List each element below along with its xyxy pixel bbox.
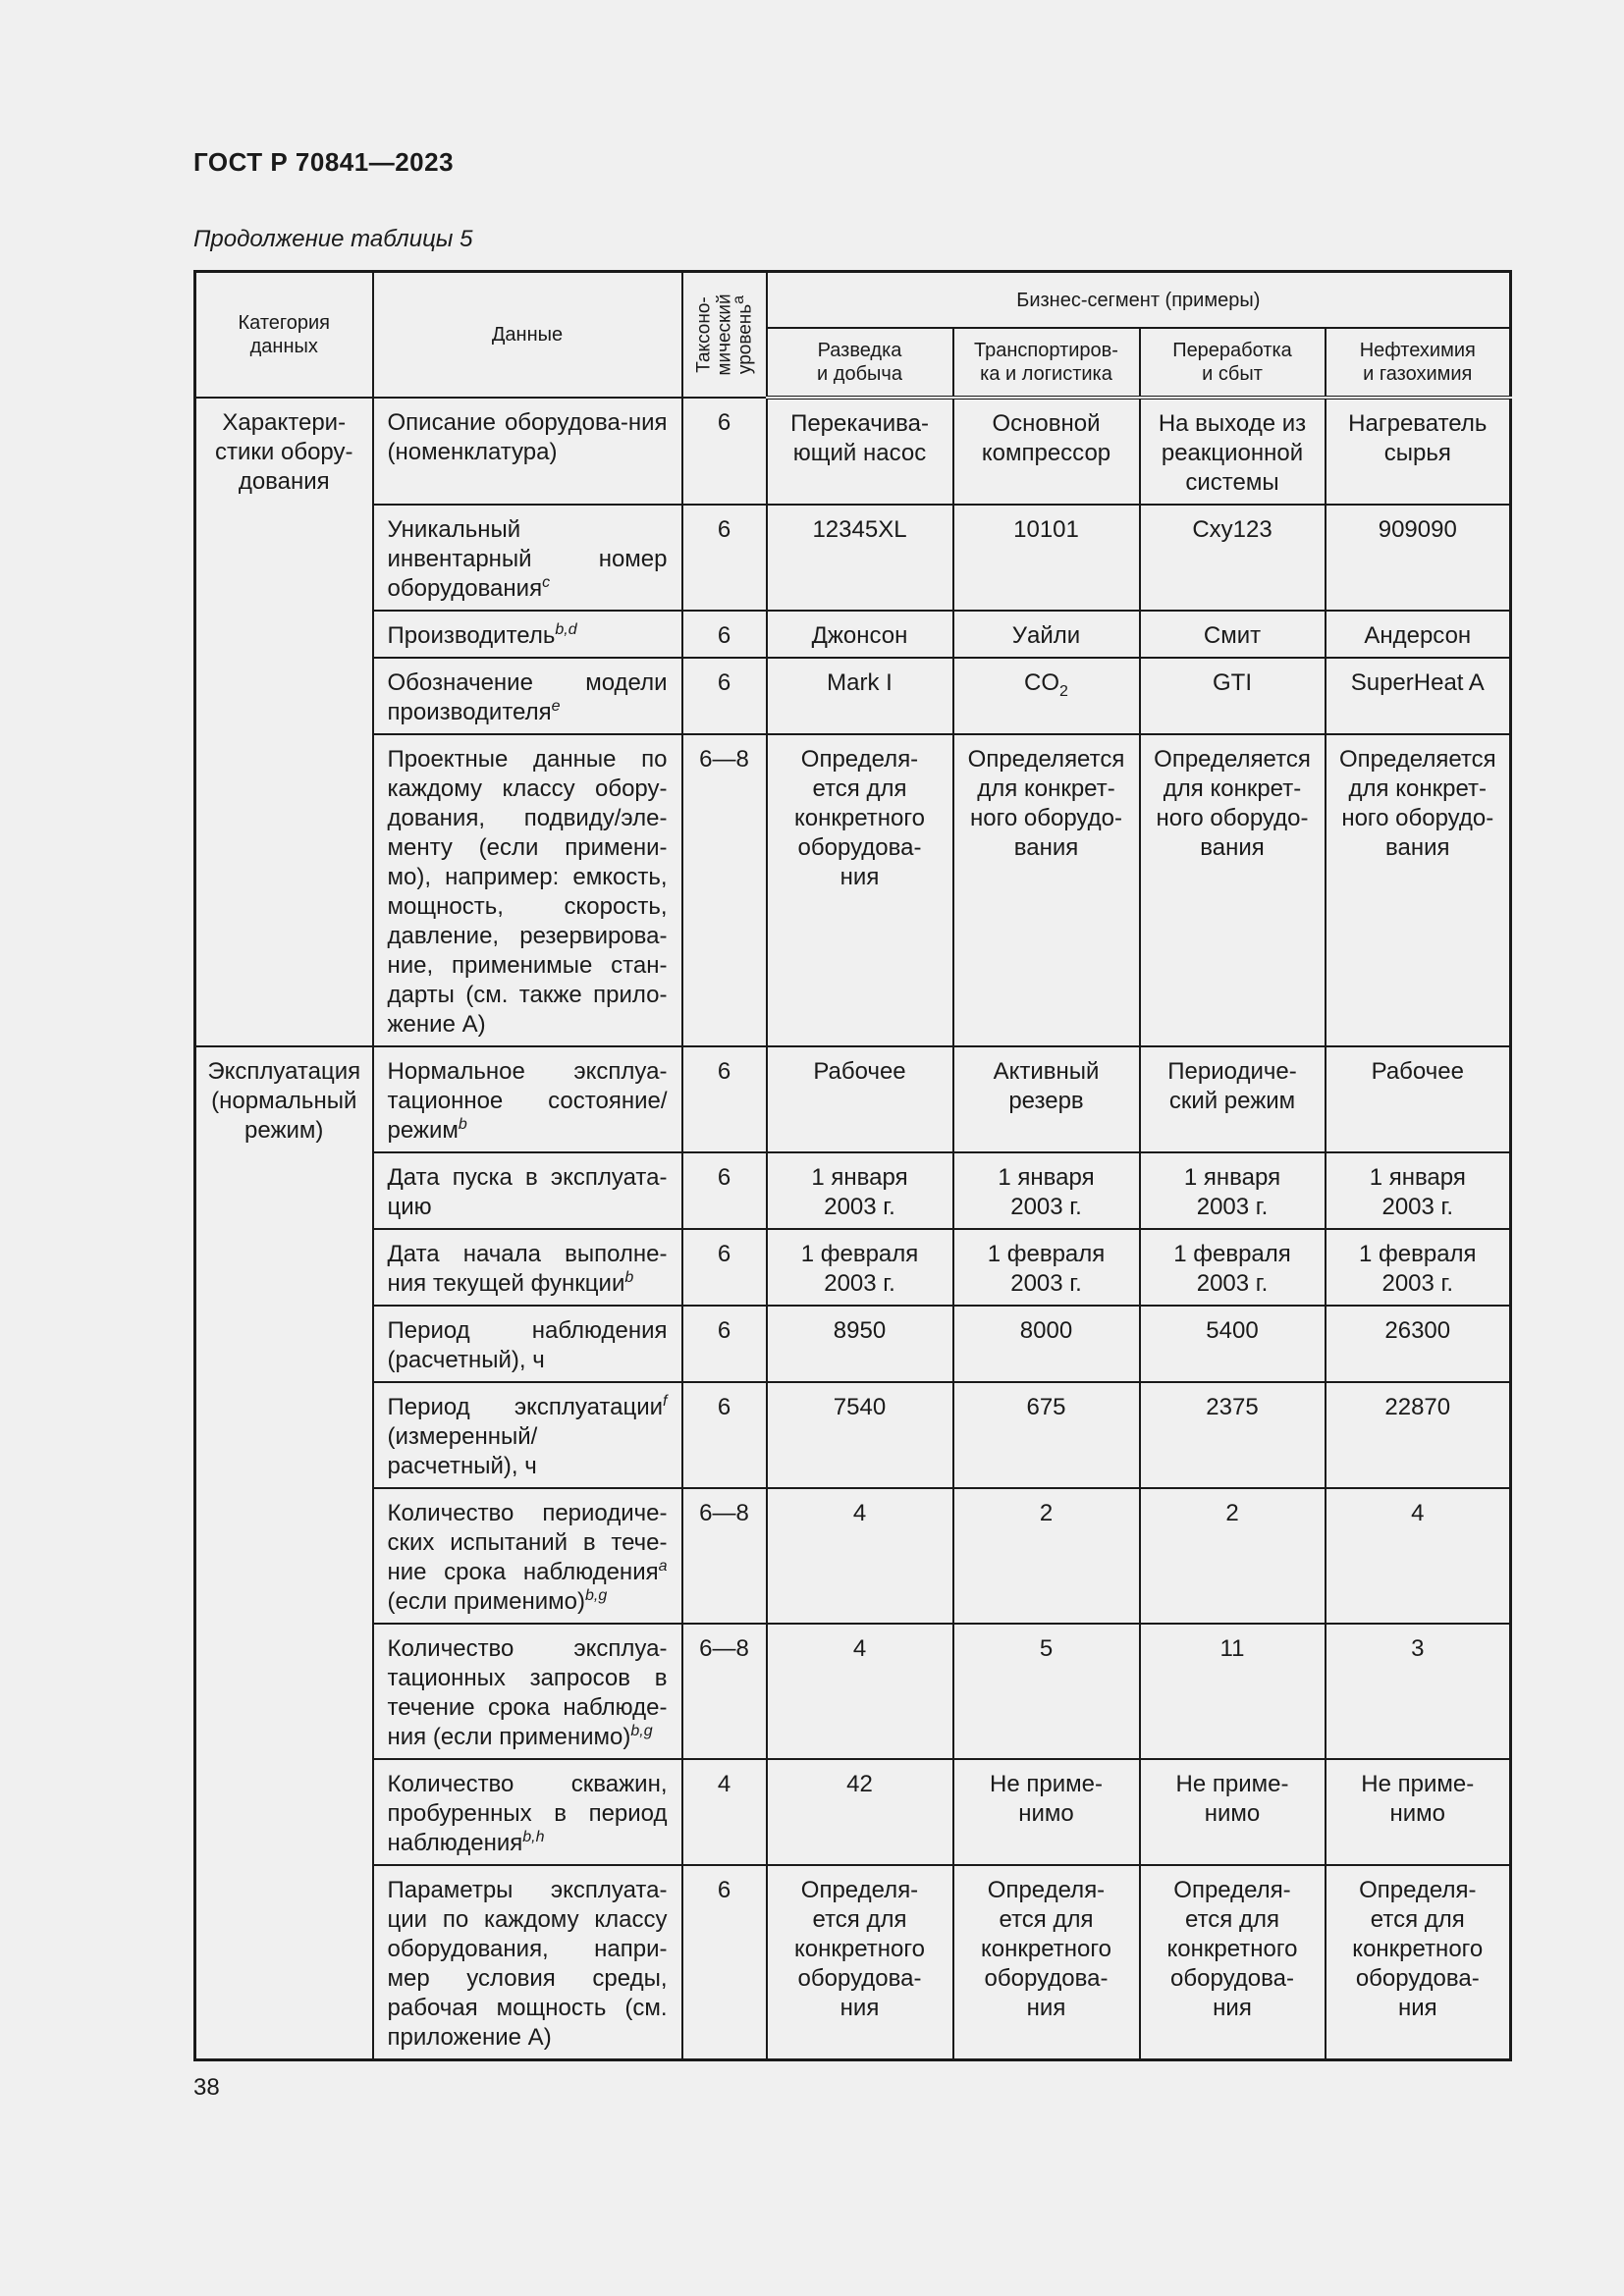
footnote-marker: e — [551, 698, 561, 715]
segment-value-text: Нагреватель сырья — [1348, 410, 1488, 466]
segment-value-text: Определя- ется для конкретного оборудова- ния — [1352, 1877, 1484, 2021]
segment-value-cell — [953, 398, 1140, 505]
segment-value-cell — [1326, 734, 1511, 1046]
segment-value-cell — [1140, 1759, 1326, 1865]
segment-value-cell — [953, 1382, 1140, 1488]
header-business-segment: Бизнес-сегмент (примеры) — [767, 272, 1511, 329]
segment-value-cell — [767, 1229, 953, 1306]
segment-value-cell — [767, 611, 953, 658]
segment-value-cell — [1326, 1229, 1511, 1306]
segment-value-cell — [953, 611, 1140, 658]
segment-value-cell — [953, 1046, 1140, 1152]
table-row — [195, 1152, 1511, 1229]
segment-value-text: Mark I — [827, 669, 893, 696]
data-description-cell — [373, 658, 682, 734]
table-row — [195, 1229, 1511, 1306]
segment-value-text: Рабочее — [1371, 1058, 1464, 1085]
data-description-cell — [373, 1382, 682, 1488]
segment-value-text: На выходе из реакционной системы — [1158, 410, 1307, 496]
table-row — [195, 1382, 1511, 1488]
footnote-marker: b — [624, 1269, 634, 1286]
segment-value-cell — [953, 1229, 1140, 1306]
segment-value-text: Андерсон — [1364, 622, 1472, 649]
data-description-cell — [373, 1152, 682, 1229]
footnote-marker: b,g — [630, 1723, 653, 1739]
data-description-text: Уникальный инвентарный номер оборудования — [387, 516, 668, 602]
header-data: Данные — [373, 272, 682, 399]
category-cell: Эксплуатация (нормальный режим) — [195, 1046, 373, 2060]
segment-value-cell — [953, 1488, 1140, 1624]
segment-value-cell — [1326, 1152, 1511, 1229]
taxonomic-level-cell: 6—8 — [682, 734, 767, 1046]
header-segment-1: Транспортиров- ка и логистика — [953, 328, 1140, 398]
segment-value-text: Активный резерв — [993, 1058, 1100, 1114]
taxonomic-level-cell: 6 — [682, 1382, 767, 1488]
segment-value-cell — [1140, 1488, 1326, 1624]
header-taxonomic-level-label: Таксоно- мический уровень — [693, 294, 755, 376]
segment-value-cell — [1326, 398, 1511, 505]
segment-value-text: Основной компрессор — [981, 410, 1111, 466]
segment-value-text: 3 — [1411, 1635, 1425, 1662]
segment-value-text: 22870 — [1384, 1394, 1451, 1420]
header-segment-2: Переработка и сбыт — [1140, 328, 1326, 398]
segment-value-cell — [1326, 505, 1511, 611]
header-taxonomic-level — [682, 272, 767, 399]
segment-value-cell — [1140, 1306, 1326, 1382]
segment-value-text: GTI — [1213, 669, 1252, 696]
category-cell: Характери- стики обору- дования — [195, 398, 373, 1046]
segment-value-text: 5400 — [1206, 1317, 1259, 1344]
segment-value-text: Джонсон — [811, 622, 908, 649]
segment-value-cell — [1326, 611, 1511, 658]
data-description-cell — [373, 1488, 682, 1624]
segment-value-cell — [767, 1759, 953, 1865]
segment-value-text: 1 января 2003 г. — [998, 1164, 1095, 1220]
segment-value-text: 909090 — [1378, 516, 1457, 543]
footnote-marker: f — [663, 1393, 668, 1410]
segment-value-cell — [1140, 734, 1326, 1046]
taxonomic-level-cell: 6 — [682, 1229, 767, 1306]
segment-value-cell — [1140, 611, 1326, 658]
segment-value-text: 1 февраля 2003 г. — [1173, 1241, 1291, 1297]
table-row — [195, 611, 1511, 658]
data-description-text: Дата начала выполне-ния текущей функции — [387, 1241, 668, 1297]
segment-value-text: Не приме- нимо — [990, 1771, 1103, 1827]
segment-value-cell — [767, 1152, 953, 1229]
segment-value-text: 4 — [852, 1500, 867, 1526]
segment-value-text: 2 — [1039, 1500, 1054, 1526]
footnote-marker: b — [458, 1116, 467, 1133]
segment-value-cell — [767, 734, 953, 1046]
table-row — [195, 734, 1511, 1046]
segment-value-text: Определяется для конкрет- ного оборудо- вания — [1154, 746, 1311, 861]
data-description-text: Количество периодиче-ских испытаний в тече-ние срока наблюдения — [387, 1500, 668, 1585]
segment-value-cell — [767, 1306, 953, 1382]
taxonomic-level-cell: 6—8 — [682, 1624, 767, 1759]
segment-value-cell — [1326, 1759, 1511, 1865]
segment-value-text: Cxy123 — [1192, 516, 1272, 543]
header-segment-3: Нефтехимия и газохимия — [1326, 328, 1511, 398]
taxonomic-level-cell: 6 — [682, 1152, 767, 1229]
segment-value-text: 11 — [1219, 1635, 1245, 1662]
data-description-cell — [373, 734, 682, 1046]
segment-value-text: 675 — [1026, 1394, 1066, 1420]
segment-value-text: 42 — [846, 1771, 873, 1797]
segment-value-text: Рабочее — [813, 1058, 906, 1085]
taxonomic-level-cell: 6 — [682, 398, 767, 505]
segment-value-cell — [953, 1306, 1140, 1382]
segment-value-cell — [953, 1624, 1140, 1759]
data-description-cell — [373, 398, 682, 505]
data-description-tail: (если применимо) — [387, 1588, 586, 1615]
subscript: 2 — [1059, 682, 1068, 700]
segment-value-cell — [1326, 1624, 1511, 1759]
segment-value-cell — [767, 505, 953, 611]
segment-value-cell — [1326, 1382, 1511, 1488]
segment-value-text: 2375 — [1206, 1394, 1259, 1420]
segment-value-text: 8950 — [833, 1317, 887, 1344]
segment-value-text: 2 — [1225, 1500, 1239, 1526]
page-number: 38 — [193, 2074, 220, 2101]
segment-value-cell — [1326, 1306, 1511, 1382]
segment-value-text: Определяется для конкрет- ного оборудо- вания — [1338, 746, 1496, 861]
table-row — [195, 398, 1511, 505]
table-row — [195, 505, 1511, 611]
data-description-text: Проектные данные по каждому классу обору-дования, подвиду/эле-менту (если примени-мо), например: емкость, мощность, скорость, давление, резервирова-ние, применимые стан-дарты (см. также прило-жение А) — [387, 746, 668, 1038]
segment-value-cell — [767, 1382, 953, 1488]
table-row — [195, 1759, 1511, 1865]
segment-value-text: Определя- ется для конкретного оборудова- ния — [794, 1877, 925, 2021]
segment-value-text: 4 — [852, 1635, 867, 1662]
segment-value-text: 10101 — [1013, 516, 1079, 543]
segment-value-cell — [1140, 1382, 1326, 1488]
segment-value-cell — [767, 658, 953, 734]
segment-value-cell — [767, 1865, 953, 2060]
segment-value-cell — [767, 1488, 953, 1624]
segment-value-cell — [953, 1152, 1140, 1229]
segment-value-text: 4 — [1411, 1500, 1425, 1526]
data-description-text: Период наблюдения (расчетный), ч — [387, 1317, 668, 1373]
segment-value-cell — [1140, 1865, 1326, 2060]
segment-value-cell — [1140, 658, 1326, 734]
segment-value-text: Не приме- нимо — [1175, 1771, 1289, 1827]
data-description-tail: (измеренный/расчетный), ч — [387, 1423, 538, 1479]
segment-value-text: 1 января 2003 г. — [1183, 1164, 1281, 1220]
footnote-marker: a — [658, 1558, 668, 1575]
table-row — [195, 1488, 1511, 1624]
data-description-cell — [373, 611, 682, 658]
segment-value-cell — [953, 1759, 1140, 1865]
equipment-data-table — [193, 270, 1512, 2061]
data-description-text: Производитель — [387, 622, 556, 649]
segment-value-cell — [767, 1046, 953, 1152]
taxonomic-level-cell: 6 — [682, 1865, 767, 2060]
segment-value-cell — [1140, 398, 1326, 505]
segment-value-text: 8000 — [1019, 1317, 1073, 1344]
table-row — [195, 1624, 1511, 1759]
data-description-text: Обозначение модели производителя — [387, 669, 668, 725]
footnote-marker: b,d — [555, 621, 577, 638]
segment-value-cell — [953, 658, 1140, 734]
segment-value-text: Смит — [1203, 622, 1262, 649]
table-row — [195, 658, 1511, 734]
segment-value-text: Определяется для конкрет- ного оборудо- вания — [967, 746, 1125, 861]
data-description-text: Параметры эксплуата-ции по каждому классу оборудования, напри-мер условия среды, рабочая мощность (см. приложение А) — [387, 1877, 668, 2051]
data-description-text: Описание оборудова-ния (номенклатура) — [387, 409, 668, 465]
segment-value-text: CO — [1024, 669, 1060, 696]
table-row — [195, 1306, 1511, 1382]
taxonomic-level-cell: 6 — [682, 505, 767, 611]
header-segment-0: Разведка и добыча — [767, 328, 953, 398]
footnote-marker: b,h — [522, 1829, 545, 1845]
segment-value-text: SuperHeat A — [1350, 669, 1485, 696]
header-category: Категория данных — [195, 272, 373, 399]
table-continuation-caption: Продолжение таблицы 5 — [193, 226, 473, 252]
data-description-text: Период эксплуатации — [387, 1394, 664, 1420]
segment-value-text: 5 — [1039, 1635, 1054, 1662]
segment-value-cell — [767, 1624, 953, 1759]
segment-value-cell — [953, 734, 1140, 1046]
segment-value-cell — [1140, 1229, 1326, 1306]
segment-value-text: 26300 — [1384, 1317, 1451, 1344]
document-title: ГОСТ Р 70841—2023 — [193, 147, 455, 177]
taxonomic-level-cell: 4 — [682, 1759, 767, 1865]
data-description-cell — [373, 1229, 682, 1306]
segment-value-cell — [1140, 1624, 1326, 1759]
data-description-text: Нормальное эксплуа-тационное состояние/режим — [387, 1058, 668, 1144]
segment-value-cell — [1326, 658, 1511, 734]
data-description-cell — [373, 1624, 682, 1759]
segment-value-cell — [953, 1865, 1140, 2060]
segment-value-text: Уайли — [1011, 622, 1081, 649]
header-taxonomic-level-footnote: a — [730, 294, 747, 304]
footnote-marker: b,g — [585, 1587, 608, 1604]
data-description-cell — [373, 1865, 682, 2060]
segment-value-text: 1 января 2003 г. — [811, 1164, 908, 1220]
data-description-cell — [373, 1046, 682, 1152]
segment-value-cell — [953, 505, 1140, 611]
segment-value-text: 1 февраля 2003 г. — [800, 1241, 919, 1297]
segment-value-text: 12345XL — [812, 516, 907, 543]
data-description-text: Количество эксплуа-тационных запросов в течение срока наблюде-ния (если применимо) — [387, 1635, 668, 1750]
data-description-cell — [373, 1759, 682, 1865]
segment-value-text: Определя- ется для конкретного оборудова- ния — [794, 746, 925, 890]
segment-value-cell — [1140, 1046, 1326, 1152]
segment-value-cell — [1140, 505, 1326, 611]
segment-value-text: Определя- ется для конкретного оборудова- ния — [1166, 1877, 1298, 2021]
taxonomic-level-cell: 6 — [682, 611, 767, 658]
segment-value-text: Не приме- нимо — [1361, 1771, 1475, 1827]
taxonomic-level-cell: 6 — [682, 1306, 767, 1382]
taxonomic-level-cell: 6 — [682, 658, 767, 734]
segment-value-cell — [1326, 1865, 1511, 2060]
segment-value-text: Перекачива- ющий насос — [790, 410, 929, 466]
taxonomic-level-cell: 6 — [682, 1046, 767, 1152]
data-description-text: Дата пуска в эксплуата-цию — [387, 1164, 668, 1220]
table-row — [195, 1046, 1511, 1152]
taxonomic-level-cell: 6—8 — [682, 1488, 767, 1624]
table-row — [195, 1865, 1511, 2060]
data-description-text: Количество скважин, пробуренных в период наблюдения — [387, 1771, 668, 1856]
segment-value-text: 1 февраля 2003 г. — [987, 1241, 1106, 1297]
segment-value-cell — [767, 398, 953, 505]
segment-value-cell — [1326, 1488, 1511, 1624]
segment-value-cell — [1140, 1152, 1326, 1229]
segment-value-cell — [1326, 1046, 1511, 1152]
segment-value-text: 1 февраля 2003 г. — [1358, 1241, 1477, 1297]
data-description-cell — [373, 505, 682, 611]
footnote-marker: c — [542, 574, 551, 591]
segment-value-text: Определя- ется для конкретного оборудова- ния — [981, 1877, 1111, 2021]
segment-value-text: 7540 — [833, 1394, 887, 1420]
data-description-cell — [373, 1306, 682, 1382]
segment-value-text: Периодиче- ский режим — [1167, 1058, 1297, 1114]
segment-value-text: 1 января 2003 г. — [1369, 1164, 1466, 1220]
